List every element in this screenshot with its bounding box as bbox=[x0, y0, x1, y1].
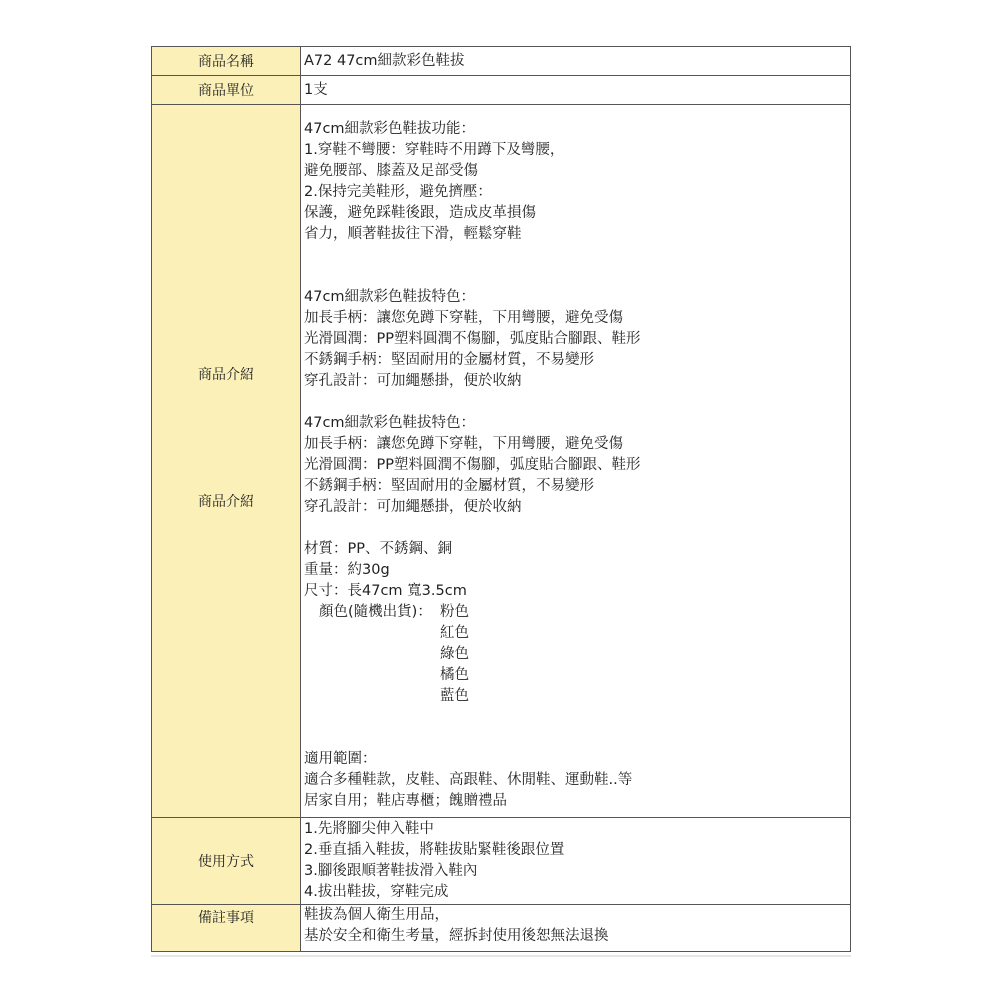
color-option: 綠色 bbox=[440, 646, 469, 662]
intro-line: 47cm細款彩色鞋拔功能： bbox=[304, 121, 476, 137]
label-product-name: 商品名稱 bbox=[152, 47, 301, 76]
value-notes bbox=[301, 905, 851, 952]
color-row bbox=[304, 644, 850, 665]
bottom-divider bbox=[151, 955, 851, 957]
label-product-intro bbox=[152, 105, 301, 818]
spacer bbox=[304, 266, 850, 287]
intro-line: 重量：約30g bbox=[304, 562, 390, 578]
intro-line: 光滑圓潤：PP塑料圓潤不傷腳，弧度貼合腳跟、鞋形 bbox=[304, 331, 641, 347]
color-row bbox=[304, 665, 850, 686]
spacer bbox=[304, 707, 850, 728]
usage-step: 1.先將腳尖伸入鞋中 bbox=[304, 821, 434, 837]
usage-step: 4.拔出鞋拔，穿鞋完成 bbox=[304, 884, 449, 900]
color-row bbox=[304, 602, 850, 623]
intro-line: 光滑圓潤：PP塑料圓潤不傷腳，弧度貼合腳跟、鞋形 bbox=[304, 457, 641, 473]
color-label: 顏色(隨機出貨)： bbox=[319, 604, 432, 620]
row-product-name bbox=[152, 47, 851, 76]
intro-line: 穿孔設計：可加繩懸掛，便於收納 bbox=[304, 373, 522, 389]
intro-line: 47cm細款彩色鞋拔特色： bbox=[304, 289, 476, 305]
intro-line: 不銹鋼手柄：堅固耐用的金屬材質，不易變形 bbox=[304, 352, 594, 368]
label-product-unit: 商品單位 bbox=[152, 76, 301, 105]
spacer bbox=[304, 245, 850, 266]
label-usage: 使用方式 bbox=[152, 818, 301, 905]
intro-label-1: 商品介紹 bbox=[198, 367, 254, 383]
intro-line: 不銹鋼手柄：堅固耐用的金屬材質，不易變形 bbox=[304, 478, 594, 494]
usage-step: 3.腳後跟順著鞋拔滑入鞋內 bbox=[304, 863, 478, 879]
color-row bbox=[304, 623, 850, 644]
intro-line: 加長手柄：讓您免蹲下穿鞋，下用彎腰，避免受傷 bbox=[304, 310, 623, 326]
product-name-text: A72 47cm細款彩色鞋拔 bbox=[304, 52, 465, 69]
intro-line: 材質：PP、不銹鋼、銅 bbox=[304, 541, 452, 557]
usage-step: 2.垂直插入鞋拔，將鞋拔貼緊鞋後跟位置 bbox=[304, 842, 565, 858]
intro-line: 保護，避免踩鞋後跟，造成皮革損傷 bbox=[304, 205, 536, 221]
color-option: 藍色 bbox=[440, 688, 469, 704]
value-product-unit bbox=[301, 76, 851, 105]
intro-line: 2.保持完美鞋形，避免擠壓： bbox=[304, 184, 492, 200]
spacer bbox=[304, 518, 850, 539]
intro-line: 尺寸：長47cm 寬3.5cm bbox=[304, 583, 467, 599]
value-product-name bbox=[301, 47, 851, 76]
row-product-unit bbox=[152, 76, 851, 105]
intro-line: 47cm細款彩色鞋拔特色： bbox=[304, 415, 476, 431]
spacer bbox=[304, 392, 850, 413]
color-option: 粉色 bbox=[440, 604, 469, 620]
note-line: 基於安全和衛生考量，經拆封使用後恕無法退換 bbox=[304, 928, 609, 944]
intro-line: 避免腰部、膝蓋及足部受傷 bbox=[304, 163, 478, 179]
intro-line: 加長手柄：讓您免蹲下穿鞋，下用彎腰，避免受傷 bbox=[304, 436, 623, 452]
value-usage bbox=[301, 818, 851, 905]
row-product-intro bbox=[152, 105, 851, 818]
intro-line: 居家自用；鞋店專櫃；餽贈禮品 bbox=[304, 793, 507, 809]
color-option: 橘色 bbox=[440, 667, 469, 683]
color-option: 紅色 bbox=[440, 625, 469, 641]
color-row bbox=[304, 686, 850, 707]
label-notes: 備註事項 bbox=[152, 905, 301, 952]
row-usage bbox=[152, 818, 851, 905]
intro-line: 1.穿鞋不彎腰：穿鞋時不用蹲下及彎腰， bbox=[304, 142, 565, 158]
row-notes bbox=[152, 905, 851, 952]
intro-label-2: 商品介紹 bbox=[198, 494, 254, 510]
value-product-intro bbox=[301, 105, 851, 818]
intro-line: 穿孔設計：可加繩懸掛，便於收納 bbox=[304, 499, 522, 515]
intro-line: 適用範圍： bbox=[304, 751, 377, 767]
product-spec-table bbox=[151, 46, 851, 952]
spacer bbox=[304, 728, 850, 749]
note-line: 鞋拔為個人衛生用品， bbox=[304, 907, 449, 923]
intro-line: 省力，順著鞋拔往下滑，輕鬆穿鞋 bbox=[304, 226, 522, 242]
intro-line: 適合多種鞋款，皮鞋、高跟鞋、休閒鞋、運動鞋..等 bbox=[304, 772, 633, 788]
product-unit-text: 1支 bbox=[304, 81, 328, 98]
